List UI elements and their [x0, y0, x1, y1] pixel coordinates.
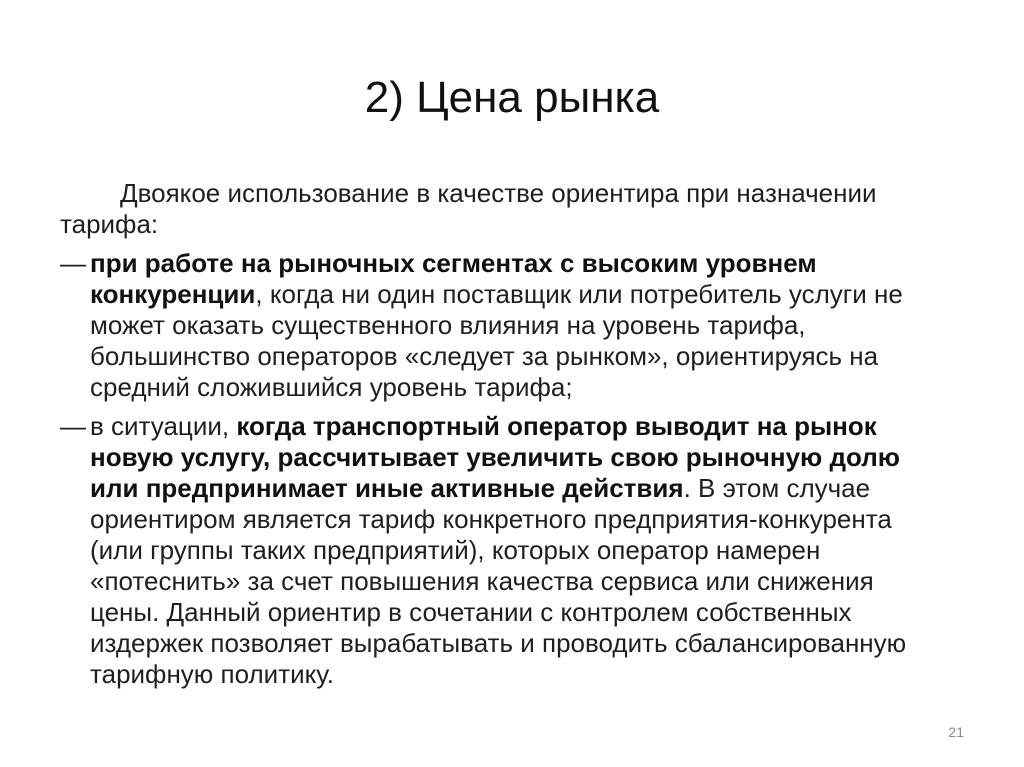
bullet-dash: —	[60, 411, 86, 441]
slide-title: 2) Цена рынка	[364, 73, 660, 122]
intro-paragraph: Двоякое использование в качестве ориентира при назначении тарифа:	[60, 178, 877, 239]
bullet-pre-text: в ситуации,	[90, 411, 237, 441]
bullet-bold-text: когда транспортный оператор выводит на рынок новую услугу, рассчитывает увеличить свою рыночную долю или предпринимает иные активные действия	[90, 411, 900, 503]
bullet-text: , когда ни один поставщик или потребитель услуги не может оказать существенного влияния на уровень тарифа, большинство операторов «следует за рынком», ориентируясь на средний сложившийся уровень тарифа;	[90, 279, 903, 402]
slide-body	[60, 178, 950, 698]
bullet-text: . В этом случае ориентиром является тариф конкретного предприятия-конкурента (или группы таких предприятий), которых оператор намерен «потеснить» за счет повышения качества сервиса или снижения цены. Данный ориентир в сочетании с контролем собственных издержек позволяет вырабатывать и проводить сбалансированную тарифную политику.	[90, 473, 907, 689]
bullet-dash: —	[60, 248, 86, 278]
page-number: 21	[948, 724, 964, 740]
bullet-item-1	[60, 248, 950, 403]
bullet-bold-text: при работе на рыночных сегментах с высоким уровнем конкуренции	[90, 248, 817, 309]
bullet-item-2	[60, 411, 950, 690]
